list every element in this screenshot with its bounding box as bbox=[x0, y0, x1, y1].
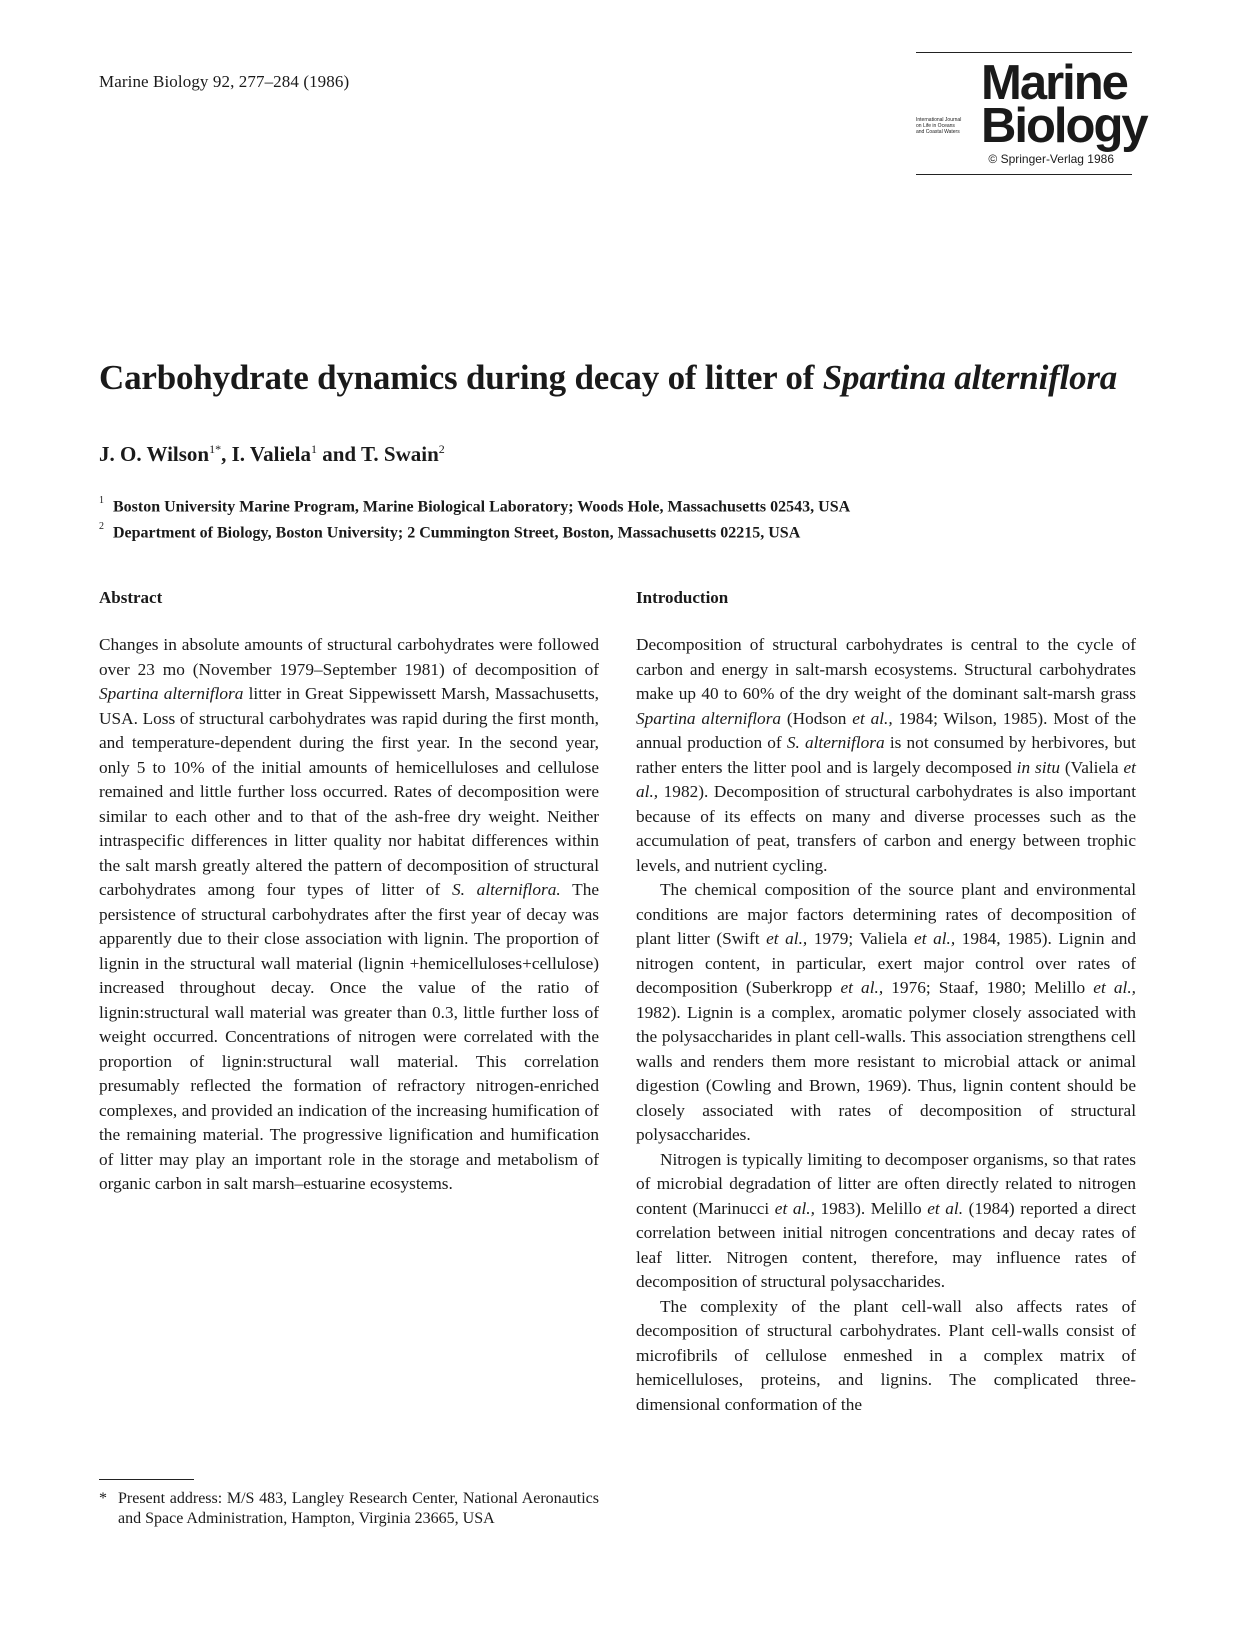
author-name: , I. Valiela bbox=[221, 442, 311, 466]
italic-run: S. alterniflora bbox=[786, 733, 885, 752]
affiliation-number: 2 bbox=[99, 521, 104, 532]
author-affiliation-mark: 2 bbox=[438, 442, 445, 456]
logo-top-rule bbox=[916, 52, 1132, 53]
text-run: is not consumed by herbivores, but rather enters the litter pool and is largely decomposed bbox=[636, 733, 1136, 777]
affiliation-text: Boston University Marine Program, Marine Biological Laboratory; Woods Hole, Massachusetts 02543, USA bbox=[113, 498, 851, 516]
italic-run: et al., bbox=[840, 978, 884, 997]
intro-paragraph-1 bbox=[636, 633, 1136, 878]
abstract-paragraph bbox=[99, 633, 599, 1197]
author-list bbox=[99, 442, 445, 467]
text-run: 1982). Decomposition of structural carbohydrates is also important because of its effects on many and diverse processes such as the accumulation of peat, transfers of carbon and energy between trophic levels, and nutrient cycling. bbox=[636, 782, 1136, 875]
logo-tagline-line: and Coastal Waters bbox=[916, 129, 960, 135]
italic-run: Spartina alterniflora bbox=[636, 708, 782, 728]
affiliation-2 bbox=[99, 523, 800, 542]
italic-run: et al. bbox=[927, 1198, 964, 1218]
logo-biology-text: Biology bbox=[981, 99, 1147, 153]
logo-tagline bbox=[916, 117, 980, 135]
text-run: 1976; Staaf, 1980; Melillo bbox=[883, 978, 1094, 997]
logo-publisher: © Springer-Verlag 1986 bbox=[988, 152, 1114, 166]
title-species: Spartina alterniflora bbox=[822, 358, 1118, 397]
text-run: 1979; Valiela bbox=[807, 929, 915, 948]
affiliation-text: Department of Biology, Boston University; 2 Cummington Street, Boston, Massachusetts 02215, USA bbox=[113, 524, 801, 542]
italic-run: et al., bbox=[774, 1198, 815, 1218]
italic-run: et al., bbox=[636, 757, 1136, 801]
italic-run: in situ bbox=[1016, 757, 1060, 777]
logo-tagline-line: on Life in Oceans bbox=[916, 123, 955, 129]
text-run: 1984, 1985). Lignin and nitrogen content, in particular, exert major control over rates of decomposition (Suberkropp bbox=[636, 929, 1137, 997]
text-run: 1983). Melillo bbox=[814, 1198, 928, 1218]
introduction-heading: Introduction bbox=[636, 588, 729, 607]
italic-run: et al., bbox=[766, 929, 808, 948]
text-run: The complexity of the plant cell-wall also affects rates of decomposition of structural carbohydrates. Plant cell-walls consist of microfibrils of cellulose enmeshed in a complex matrix of hemicelluloses, proteins, and lignins. The complicated three-dimensional conformation of the bbox=[636, 1296, 1136, 1414]
text-run: (Hodson bbox=[781, 708, 853, 728]
title-main: Carbohydrate dynamics during decay of litter of bbox=[99, 358, 823, 397]
affiliation-number: 1 bbox=[99, 495, 104, 506]
intro-paragraph-4 bbox=[636, 1295, 1136, 1418]
abstract-body bbox=[99, 633, 599, 1197]
footnote-text: Present address: M/S 483, Langley Research Center, National Aeronautics and Space Administration, Hampton, Virginia 23665, USA bbox=[118, 1490, 599, 1527]
author-affiliation-mark: 1 bbox=[310, 442, 317, 456]
text-run: 1982). Lignin is a complex, aromatic polymer closely associated with the polysaccharides in plant cell-walls. This association strengthens cell walls and renders them more resistant to microbial attack or animal digestion (Cowling and Brown, 1969). Thus, lignin content should be closely associated with rates of decomposition of structural polysaccharides. bbox=[636, 1002, 1136, 1144]
paper-title bbox=[99, 358, 1117, 398]
text-run: (Valiela bbox=[1059, 757, 1124, 777]
logo-tagline-line: International Journal bbox=[916, 117, 962, 123]
text-run: 1984; Wilson, 1985). Most of the annual production of bbox=[636, 708, 1137, 752]
footnote bbox=[99, 1489, 599, 1529]
logo-marine-text: Marine bbox=[981, 56, 1127, 110]
italic-run: et al., bbox=[1093, 978, 1136, 997]
text-run: (1984) reported a direct correlation between initial nitrogen concentrations and decay rates of leaf litter. Nitrogen content, therefore, may influence rates of decomposition of structural polysaccharides. bbox=[636, 1198, 1137, 1291]
author-name: J. O. Wilson bbox=[99, 442, 210, 466]
italic-run: S. alterniflora. bbox=[451, 880, 561, 899]
text-run: litter in Great Sippewissett Marsh, Massachusetts, USA. Loss of structural carbohydrates was rapid during the first month, and temperature-dependent during the first year. In the second year, only 5 to 10% of the initial amounts of hemicelluloses and cellulose remained and little further loss occurred. Rates of decomposition were similar to each other and to that of the ash-free dry weight. Neither intraspecific differences in litter quality nor habitat differences within the salt marsh greatly altered the pattern of decomposition of structural carbohydrates among four types of litter of bbox=[99, 684, 599, 899]
italic-run: et al., bbox=[852, 708, 893, 728]
intro-paragraph-3 bbox=[636, 1148, 1136, 1295]
text-run: Changes in absolute amounts of structural carbohydrates were followed over 23 mo (November 1979–September 1981) of decomposition of bbox=[99, 635, 599, 679]
text-run: Decomposition of structural carbohydrates is central to the cycle of carbon and energy in salt-marsh ecosystems. Structural carbohydrates make up 40 to 60% of the dry weight of the dominant salt-marsh grass bbox=[636, 635, 1136, 703]
italic-run: Spartina alterniflora bbox=[99, 684, 244, 703]
footnote-mark: * bbox=[99, 1490, 107, 1507]
text-run: The persistence of structural carbohydrates after the first year of decay was apparently due to their close association with lignin. The proportion of lignin in the structural wall material (lignin +hemicelluloses+cellulose) increased throughout decay. Once the value of the ratio of lignin:structural wall material was greater than 0.3, little further loss of weight occurred. Concentrations of nitrogen were correlated with the proportion of lignin:structural wall material. This correlation presumably reflected the formation of refractory nitrogen-enriched complexes, and provided an indication of the increasing humification of the remaining material. The progressive lignification and humification of litter may play an important role in the storage and metabolism of organic carbon in salt marsh–estuarine ecosystems. bbox=[99, 880, 599, 1193]
abstract-heading: Abstract bbox=[99, 588, 163, 607]
introduction-body bbox=[636, 633, 1136, 1417]
text-run: Nitrogen is typically limiting to decomposer organisms, so that rates of microbial degradation of litter are often directly related to nitrogen content (Marinucci bbox=[636, 1149, 1136, 1218]
author-affiliation-mark: 1* bbox=[209, 442, 222, 456]
intro-paragraph-2 bbox=[636, 878, 1136, 1148]
logo-bottom-rule bbox=[916, 174, 1132, 175]
footnote-divider bbox=[99, 1479, 194, 1480]
text-run: The chemical composition of the source plant and environmental conditions are major factors determining rates of decomposition of plant litter (Swift bbox=[636, 880, 1136, 948]
journal-citation: Marine Biology 92, 277–284 (1986) bbox=[99, 72, 350, 91]
italic-run: et al., bbox=[914, 929, 956, 948]
author-name: and T. Swain bbox=[316, 442, 439, 466]
journal-logo bbox=[916, 52, 1147, 180]
affiliation-1 bbox=[99, 497, 850, 516]
